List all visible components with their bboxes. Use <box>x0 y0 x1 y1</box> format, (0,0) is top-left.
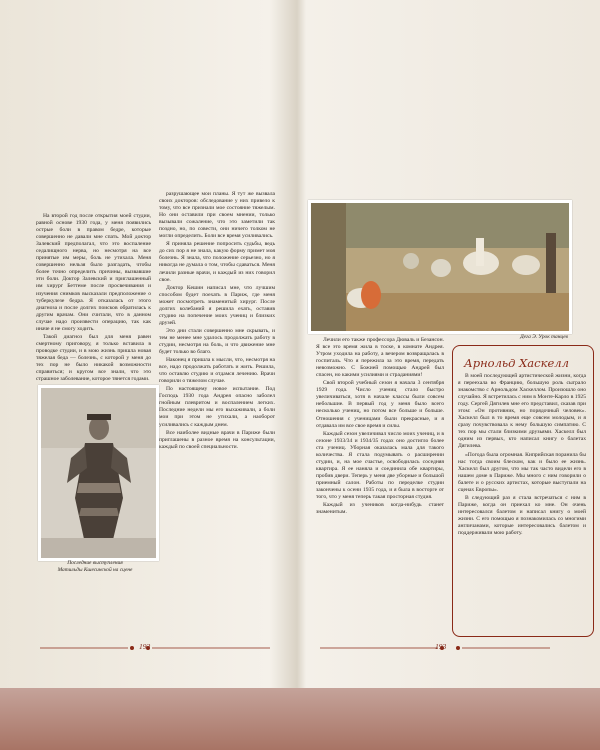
paragraph: В следующий раз я стала встречаться с ним в Париже, когда он приехал ко мне. Он очень интересовался балетом и написал книгу о моей жизни. С его помощью я познакомилась со многими англичанами, которые интересовались балетом и поддерживали мою работу. <box>458 494 586 537</box>
paragraph: В моей последующей артистической жизни, когда я переехала во Францию, большую роль сыграло знакомство с Арнольдом Хаскеллом. Произошло оно случайно. Я встретилась с ним в Монте-Карло в 1925 году. Сергей Дягилев мне его представил, сказав при этом: «Он противник, но порядочный человек». Хаскелл был в то время еще совсем молодым, и я сразу почувствовала к нему большую симпатию. С тех пор мы стали близкими друзьями. Хаскелл был одним из первых, кто написал книгу о балетах Дягилева. <box>458 373 586 450</box>
right-column-1 <box>316 337 444 517</box>
photo-caption: Последние выступления Матильды Кшесинской на сцене <box>57 560 133 573</box>
paragraph: Свой второй учебный сезон я начала 3 сентября 1929 года. Число учениц стало быстро увеличиваться, хотя в начале классы были совсем небольшие. В первый год у меня было всего несколько учениц, но потом все больше и больше. Отношения с ученицами были прекрасные, и я отдавала им все свое время и силы. <box>316 380 444 429</box>
paragraph: «Погода была огромная. Киприйская поранила бы нас тогда своим блеском, как и было ее жизнь. Хаскелл был другом, что мы так часто видели его в нашем доме в Париже. Мы много с ним говорили о балете и о русских артистах, которые выступали на сценах Европы». <box>458 451 586 493</box>
paragraph: Это дни стали совершенно мне скрывать, и тем не менее мне удалось продолжать работу в студии, несмотря на боль, и что движение мне будет только во благо. <box>159 327 275 356</box>
paragraph: разрушающее мои планы. Я тут же вызвала своих докторов: обследование у них привело к тому, что все признали мое состояние тяжелым. Но они оставили при своем мнении, только вызывали сожаление, что это заметили так поздно, но, по совести, они ничего толком не могли определить. Боли все время усиливались. <box>159 191 275 240</box>
paragraph: Я приняла решение попросить судьбы, ведь до сих пор я не знала, какую форму примет моя болезнь. Я знала, что положение серьезно, но я никогда не думала о том, чтобы сдаваться. Меня лечили разные врачи, и каждый из них говорил свое. <box>159 241 275 283</box>
paragraph: Такой диагноз был для меня равен смертному приговору, я только вставила в проводке студии, и в мою жизнь пришла новая тяжелая беда — болезнь, с которой у меня до тех пор не было никакой возможности справиться; и кругом все знали, что это страшное заболевание, которое тянется годами. <box>36 333 151 383</box>
paragraph: Все наиболее видные врачи в Париже были приглашены в разное время на консультации, каждый по своей специальности. <box>159 429 275 450</box>
painting-caption: Дега Э. Урок танцев <box>520 334 568 340</box>
left-column-2 <box>159 191 275 452</box>
paragraph: На второй год после открытия моей студии, равной основе 1930 года, у меня появились острые боли в правом бедре, которые совершенно не давали мне спать. Мой доктор Залевский предполагал, что это воспаление седалищного нерва, но несмотря на все принятые им меры, боль не утихала. Меня совершенно нельзя было разгадать, чтобы более точно определить причины, вызвавшие эти боли. Доктор Залевский и приглашенный им хирург Беттеме после просвечивания и изучения снимков высказали предположение о туберкулезе бедра. Я отказалась от этого диагноза и после долгих поисков обратилась к другим врачам. Они считали, что в данном случае надо произвести операцию, так как иначе я не смогу ходить. <box>36 213 151 332</box>
right-page <box>300 0 600 750</box>
paragraph: Лечили его также профессора Дюваль и Безансон. Я все это время жила в тоске, в комнате Андрея. Утром уходила на работу, а вечером возвращалась в госпиталь. Что я пережила за это время, передать невозможно. С Божией помощью Андрей был спасен, но какими усилиями и страданиями! <box>316 337 444 379</box>
paragraph: Каждый из учеников когда-нибудь станет знаменитым. <box>316 502 444 516</box>
ornament-line <box>40 640 270 656</box>
paragraph: Доктор Кешин написал мне, что лучшим способом будет поехать в Париж, где меня может посмотреть знаменитый хирург. После долгих колебаний я решила ехать, оставив студию на попечение моих учениц и близких друзей. <box>159 284 275 326</box>
kschessinska-photo-drawing <box>41 388 156 558</box>
bottom-band-left <box>0 688 300 750</box>
paragraph: Каждый сезон увеличивал число моих учениц, и в сезоне 1933/34 и 1934/35 годах оно достигло более ста учениц. Уборная оказалась мала для такого количества. Я стала подумывать о расширении студии, и, на мое счастье, освободилась соседняя квартира. Я ее наняла и соединила обе квартиры, пробив двери. Теперь у меня две уборные и большой приемный салон. Работы по переделке студии закончены к осени 1935 года, и я была в восторге от того, что у меня теперь такая просторная студия. <box>316 430 444 501</box>
page-number-left: 192 <box>139 642 151 651</box>
degas-painting <box>308 200 572 334</box>
footer-ornament <box>40 640 270 656</box>
dance-lesson-image <box>311 203 569 331</box>
left-column-1 <box>36 213 151 384</box>
kschessinska-photo <box>38 385 159 561</box>
page-number-right: 193 <box>435 642 447 651</box>
bottom-band-right <box>300 688 600 750</box>
right-column-2 <box>458 373 586 538</box>
paragraph: Наконец я пришла к мысли, что, несмотря на все, надо продолжать работать и жить. Решила, что оставлю студию и отдамся лечению. Врачи говорили о тяжелом случае. <box>159 357 275 385</box>
section-title: Арнольд Хаскелл <box>464 356 569 370</box>
paragraph: По настоящему новое испытание. Под Господь 1930 года Андрея опасно заболел гнойным плевритом и воспалением легких. Последние недели мы его выхаживали, а боли мои при этом не утихали, а наоборот усиливались с каждым днем. <box>159 386 275 428</box>
